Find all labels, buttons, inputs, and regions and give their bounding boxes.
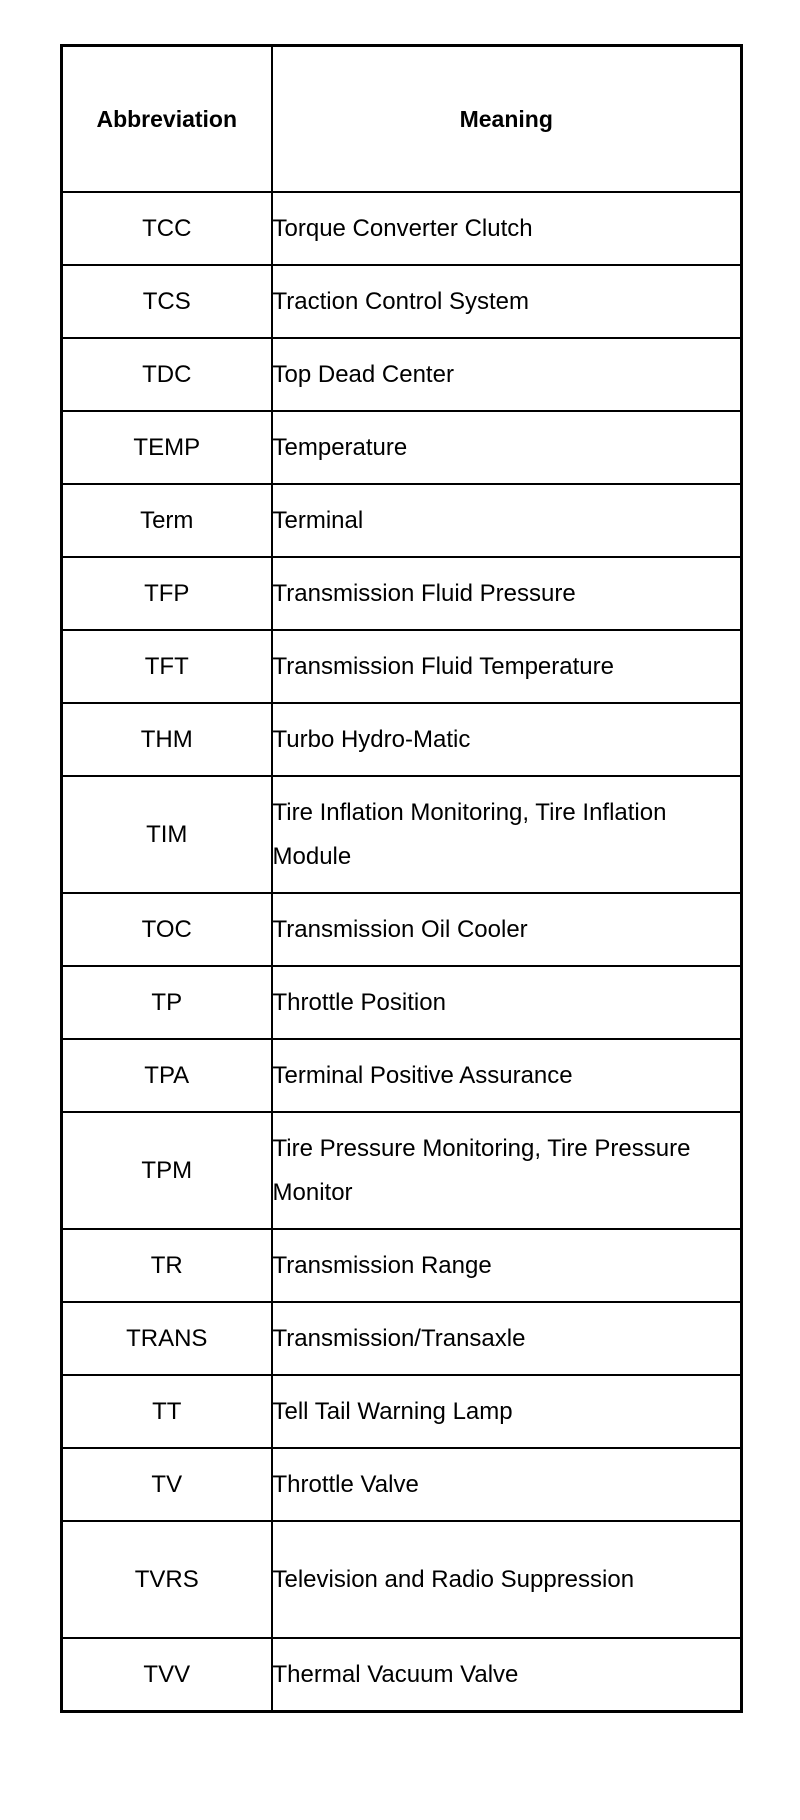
abbreviation-cell: TRANS (62, 1302, 272, 1375)
abbreviation-cell: TDC (62, 338, 272, 411)
table-row (62, 1302, 742, 1375)
meaning-cell: Tire Pressure Monitoring, Tire Pressure Monitor (272, 1112, 742, 1229)
meaning-cell: Throttle Valve (272, 1448, 742, 1521)
table-row (62, 893, 742, 966)
meaning-cell: Tire Inflation Monitoring, Tire Inflation Module (272, 776, 742, 893)
table-row (62, 484, 742, 557)
meaning-cell: Thermal Vacuum Valve (272, 1638, 742, 1712)
abbreviation-cell: TPA (62, 1039, 272, 1112)
abbreviation-cell: TVV (62, 1638, 272, 1712)
table-row (62, 1229, 742, 1302)
meaning-column-header: Meaning (272, 46, 742, 193)
abbreviation-cell: TFP (62, 557, 272, 630)
table-row (62, 630, 742, 703)
meaning-cell: Turbo Hydro-Matic (272, 703, 742, 776)
table-row (62, 265, 742, 338)
abbreviation-cell: TP (62, 966, 272, 1039)
abbreviation-cell: THM (62, 703, 272, 776)
abbreviation-cell: TV (62, 1448, 272, 1521)
meaning-cell: Temperature (272, 411, 742, 484)
meaning-cell: Tell Tail Warning Lamp (272, 1375, 742, 1448)
table-row (62, 557, 742, 630)
abbreviation-table (60, 44, 743, 1713)
table-row (62, 1521, 742, 1638)
table-row (62, 192, 742, 265)
table-row (62, 1638, 742, 1712)
meaning-cell: Top Dead Center (272, 338, 742, 411)
meaning-cell: Transmission Range (272, 1229, 742, 1302)
table-row (62, 703, 742, 776)
meaning-cell: Transmission Fluid Temperature (272, 630, 742, 703)
meaning-cell: Throttle Position (272, 966, 742, 1039)
abbreviation-cell: TEMP (62, 411, 272, 484)
table-row (62, 1112, 742, 1229)
abbreviation-cell: TT (62, 1375, 272, 1448)
meaning-cell: Torque Converter Clutch (272, 192, 742, 265)
meaning-cell: Transmission/Transaxle (272, 1302, 742, 1375)
table-row (62, 1375, 742, 1448)
table-row (62, 1448, 742, 1521)
abbreviation-cell: TPM (62, 1112, 272, 1229)
meaning-cell: Transmission Fluid Pressure (272, 557, 742, 630)
table-header-row (62, 46, 742, 193)
abbreviation-cell: TIM (62, 776, 272, 893)
meaning-cell: Transmission Oil Cooler (272, 893, 742, 966)
table-row (62, 966, 742, 1039)
table-row (62, 411, 742, 484)
table-row (62, 338, 742, 411)
meaning-cell: Terminal Positive Assurance (272, 1039, 742, 1112)
abbreviation-cell: TCS (62, 265, 272, 338)
abbreviation-cell: TCC (62, 192, 272, 265)
table-row (62, 1039, 742, 1112)
abbreviation-cell: Term (62, 484, 272, 557)
meaning-cell: Terminal (272, 484, 742, 557)
abbreviation-cell: TOC (62, 893, 272, 966)
abbreviation-cell: TVRS (62, 1521, 272, 1638)
abbreviation-cell: TR (62, 1229, 272, 1302)
meaning-cell: Traction Control System (272, 265, 742, 338)
table-row (62, 776, 742, 893)
abbreviation-cell: TFT (62, 630, 272, 703)
abbreviation-column-header: Abbreviation (62, 46, 272, 193)
meaning-cell: Television and Radio Suppression (272, 1521, 742, 1638)
